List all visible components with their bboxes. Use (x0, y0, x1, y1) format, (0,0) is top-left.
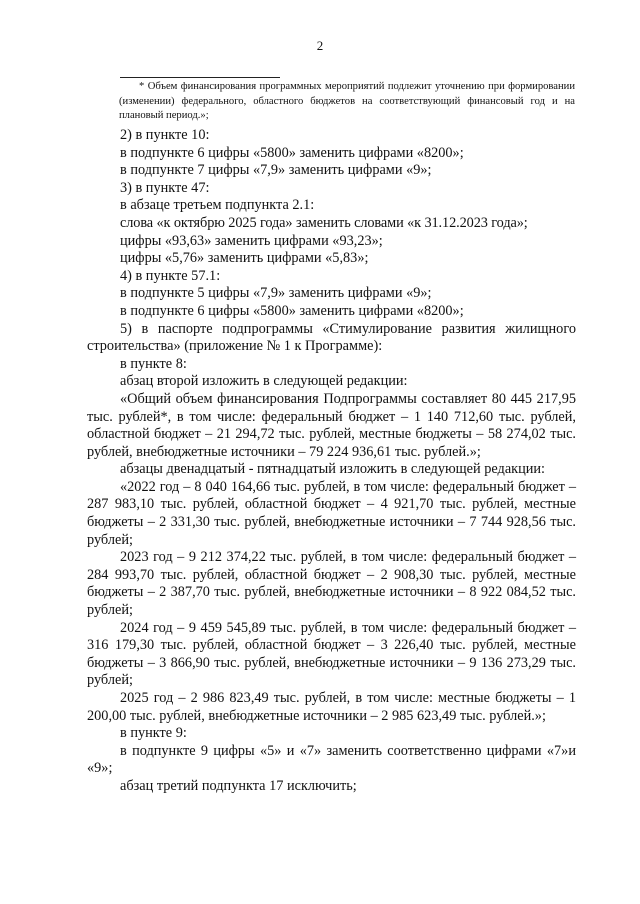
paragraph: слова «к октябрю 2025 года» заменить словами «к 31.12.2023 года»; (120, 214, 528, 231)
paragraph: абзац второй изложить в следующей редакции: (120, 373, 408, 390)
paragraph: в подпункте 6 цифры «5800» заменить цифрами «8200»; (120, 144, 464, 161)
paragraph: 2023 год – 9 212 374,22 тыс. рублей, в том числе: федеральный бюджет – 284 993,70 тыс. рублей, областной бюджет – 2 908,30 тыс. рублей, местные бюджеты – 2 387,70 тыс. рублей, внебюджетные источники – 8 922 084,52 тыс. рублей; (87, 549, 576, 619)
paragraph: в подпункте 5 цифры «7,9» заменить цифрами «9»; (120, 285, 432, 302)
footnote-text: * Объем финансирования программных мероприятий подлежит уточнению при формировании (изменении) федерального, областного бюджетов на соответствующий финансовый год и на плановый период.»; (119, 81, 575, 121)
paragraph: в подпункте 7 цифры «7,9» заменить цифрами «9»; (120, 162, 432, 179)
paragraph: в подпункте 6 цифры «5800» заменить цифрами «8200»; (120, 302, 464, 319)
paragraph: 3) в пункте 47: (120, 179, 210, 196)
paragraph: абзацы двенадцатый - пятнадцатый изложить в следующей редакции: (120, 461, 546, 478)
paragraph: 2024 год – 9 459 545,89 тыс. рублей, в том числе: федеральный бюджет – 316 179,30 тыс. рублей, областной бюджет – 3 226,40 тыс. рублей, местные бюджеты – 3 866,90 тыс. рублей, внебюджетные источники – 9 136 273,29 тыс. рублей; (87, 619, 576, 689)
paragraph: абзац третий подпункта 17 исключить; (120, 777, 357, 794)
paragraph: «Общий объем финансирования Подпрограммы составляет 80 445 217,95 тыс. рублей*, в том числе: федеральный бюджет – 1 140 712,60 тыс. рублей, областной бюджет – 21 294,72 тыс. рублей, местные бюджеты – 58 274,02 тыс. рублей, внебюджетные источники – 79 224 936,61 тыс. рублей.»; (87, 390, 576, 460)
paragraph: «2022 год – 8 040 164,66 тыс. рублей, в том числе: федеральный бюджет – 287 983,10 тыс. рублей, областной бюджет – 4 921,70 тыс. рублей, местные бюджеты – 2 331,30 тыс. рублей, внебюджетные источники – 7 744 928,56 тыс. рублей; (87, 478, 576, 548)
footnote (119, 80, 575, 124)
paragraph: цифры «93,63» заменить цифрами «93,23»; (120, 232, 383, 249)
footnote-rule (120, 77, 280, 78)
paragraph: 5) в паспорте подпрограммы «Стимулирование развития жилищного строительства» (приложение № 1 к Программе): (87, 320, 576, 355)
paragraph: цифры «5,76» заменить цифрами «5,83»; (120, 250, 369, 267)
document-body (87, 127, 576, 796)
paragraph: в подпункте 9 цифры «5» и «7» заменить соответственно цифрами «7»и «9»; (87, 742, 576, 777)
paragraph: в абзаце третьем подпункта 2.1: (120, 197, 315, 214)
paragraph: 2) в пункте 10: (120, 127, 210, 143)
page-number: 2 (316, 38, 324, 53)
paragraph: 2025 год – 2 986 823,49 тыс. рублей, в том числе: местные бюджеты – 1 200,00 тыс. рублей, внебюджетные источники – 2 985 623,49 тыс. рублей.»; (87, 690, 576, 724)
paragraph: в пункте 8: (120, 355, 187, 372)
paragraph: 4) в пункте 57.1: (120, 267, 221, 284)
paragraph: в пункте 9: (120, 725, 187, 742)
